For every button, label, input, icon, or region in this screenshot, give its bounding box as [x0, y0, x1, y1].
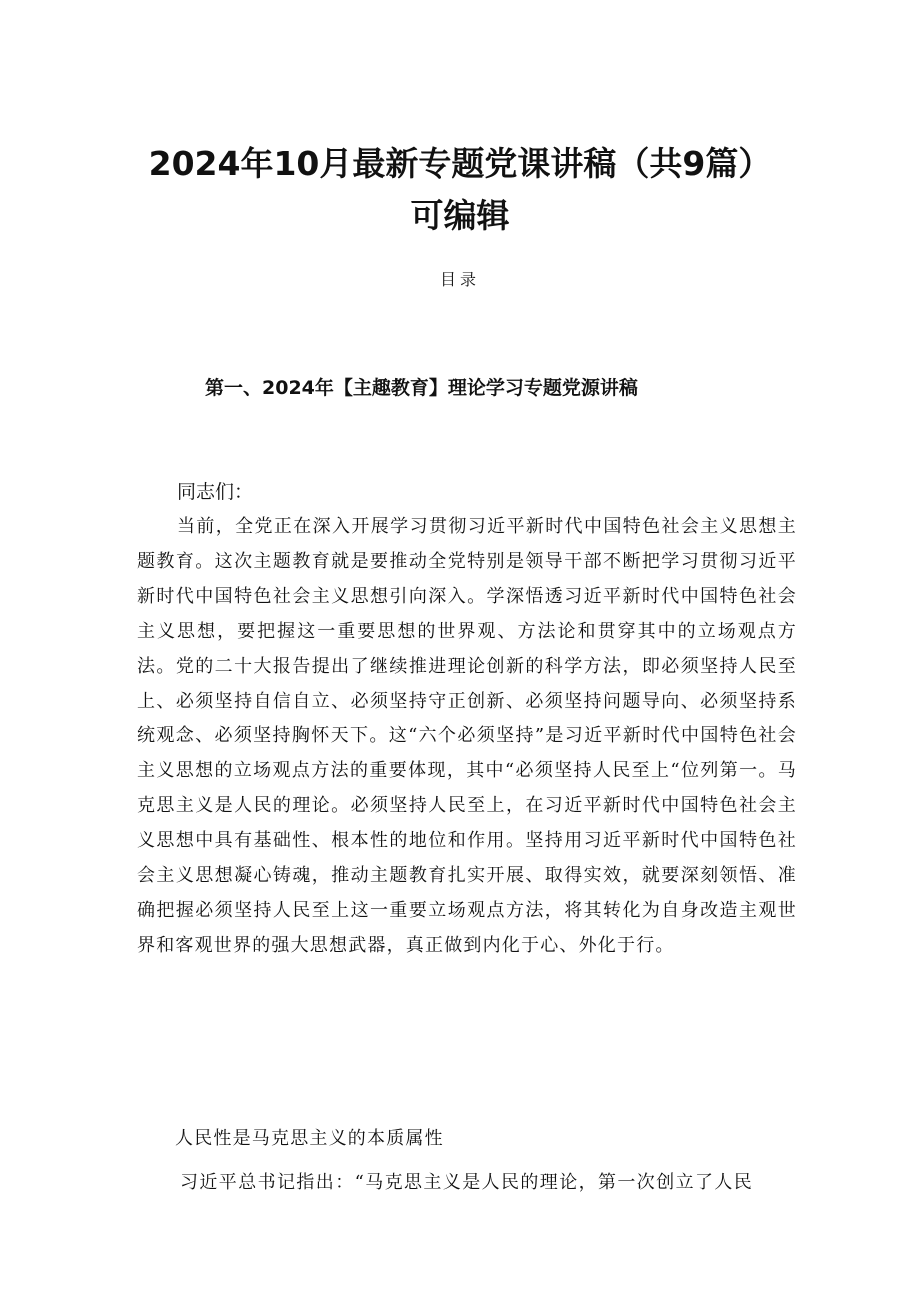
title-line-1: 2024年10月最新专题党课讲稿（共9篇） [148, 144, 772, 183]
document-title [0, 138, 920, 242]
body-paragraph-2: 习近平总书记指出：“马克思主义是人民的理论，第一次创立了人民 [180, 1172, 754, 1193]
toc-heading: 目录 [439, 270, 480, 289]
title-line-2: 可编辑 [410, 196, 510, 235]
body-paragraph-1: 当前，全党正在深入开展学习贯彻习近平新时代中国特色社会主义思想主题教育。这次主题教育就是要推动全党特别是领导干部不断把学习贯彻习近平新时代中国特色社会主义思想引向深入。学深悟透习近平新时代中国特色社会主义思想，要把握这一重要思想的世界观、方法论和贯穿其中的立场观点方法。党的二十大报告提出了继续推进理论创新的科学方法，即必须坚持人民至上、必须坚持自信自立、必须坚持守正创新、必须坚持问题导向、必须坚持系统观念、必须坚持胸怀天下。这“六个必须坚持”是习近平新时代中国特色社会主义思想的立场观点方法的重要体现，其中“必须坚持人民至上“位列第一。马克思主义是人民的理论。必须坚持人民至上，在习近平新时代中国特色社会主义思想中具有基础性、根本性的地位和作用。坚持用习近平新时代中国特色社会主义思想凝心铸魂，推动主题教育扎实开展、取得实效，就要深刻领悟、准确把握必须坚持人民至上这一重要立场观点方法，将其转化为自身改造主观世界和客观世界的强大思想武器，真正做到内化于心、外化于行。 [137, 516, 797, 956]
salutation: 同志们： [177, 481, 254, 503]
toc-entry-1: 第一、2024年【主趣教育】理论学习专题党源讲稿 [205, 377, 638, 399]
section-subheading: 人民性是马克思主义的本质属性 [175, 1128, 444, 1149]
